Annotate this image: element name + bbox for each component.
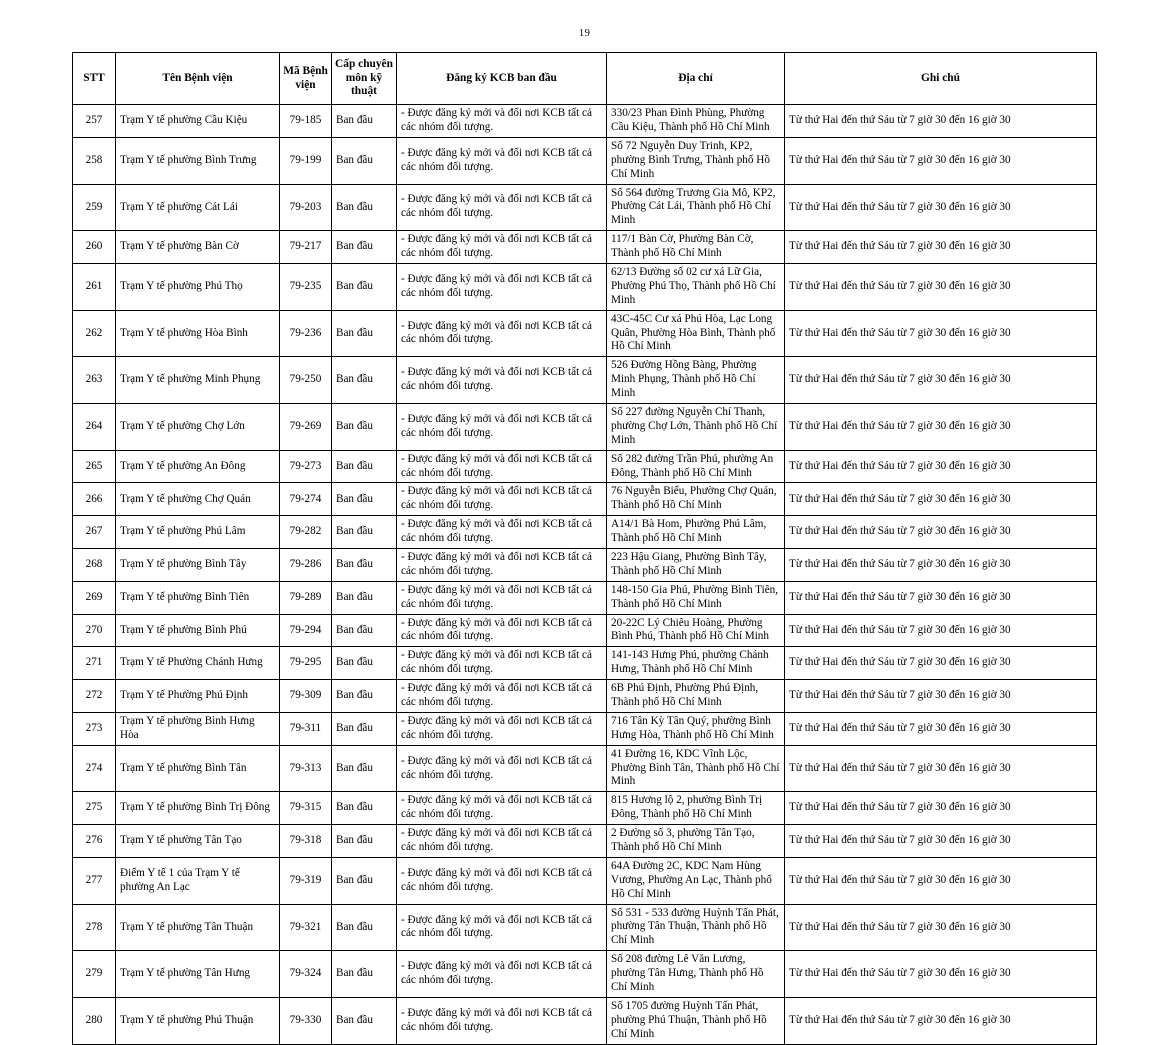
cell-notes: Từ thứ Hai đến thứ Sáu từ 7 giờ 30 đến 16 giờ 30 xyxy=(785,483,1097,516)
cell-technical-level: Ban đầu xyxy=(332,357,397,404)
cell-hospital-name: Trạm Y tế phường Bàn Cờ xyxy=(116,231,280,264)
cell-address: A14/1 Bà Hom, Phường Phú Lâm, Thành phố Hồ Chí Minh xyxy=(607,516,785,549)
cell-initial-registration: - Được đăng ký mới và đổi nơi KCB tất cả các nhóm đối tượng. xyxy=(397,581,607,614)
cell-notes: Từ thứ Hai đến thứ Sáu từ 7 giờ 30 đến 16 giờ 30 xyxy=(785,137,1097,184)
cell-notes: Từ thứ Hai đến thứ Sáu từ 7 giờ 30 đến 16 giờ 30 xyxy=(785,825,1097,858)
cell-initial-registration: - Được đăng ký mới và đổi nơi KCB tất cả các nhóm đối tượng. xyxy=(397,951,607,998)
table-row xyxy=(73,712,1097,745)
table-row xyxy=(73,904,1097,951)
cell-hospital-name: Trạm Y tế phường Tân Tạo xyxy=(116,825,280,858)
cell-address: Số 208 đường Lê Văn Lương, phường Tân Hưng, Thành phố Hồ Chí Minh xyxy=(607,951,785,998)
cell-stt: 260 xyxy=(73,231,116,264)
cell-technical-level: Ban đầu xyxy=(332,951,397,998)
table-body xyxy=(73,105,1097,1045)
table-row xyxy=(73,450,1097,483)
cell-initial-registration: - Được đăng ký mới và đổi nơi KCB tất cả các nhóm đối tượng. xyxy=(397,310,607,357)
cell-hospital-name: Trạm Y tế phường Phú Thuận xyxy=(116,997,280,1044)
cell-hospital-code: 79-318 xyxy=(280,825,332,858)
cell-hospital-name: Trạm Y tế phường Minh Phụng xyxy=(116,357,280,404)
table-row xyxy=(73,105,1097,138)
cell-technical-level: Ban đầu xyxy=(332,581,397,614)
cell-notes: Từ thứ Hai đến thứ Sáu từ 7 giờ 30 đến 16 giờ 30 xyxy=(785,516,1097,549)
table-row xyxy=(73,137,1097,184)
cell-initial-registration: - Được đăng ký mới và đổi nơi KCB tất cả các nhóm đối tượng. xyxy=(397,825,607,858)
cell-initial-registration: - Được đăng ký mới và đổi nơi KCB tất cả các nhóm đối tượng. xyxy=(397,483,607,516)
table-row xyxy=(73,745,1097,792)
cell-address: Số 282 đường Trần Phú, phường An Đông, Thành phố Hồ Chí Minh xyxy=(607,450,785,483)
cell-initial-registration: - Được đăng ký mới và đổi nơi KCB tất cả các nhóm đối tượng. xyxy=(397,712,607,745)
cell-notes: Từ thứ Hai đến thứ Sáu từ 7 giờ 30 đến 16 giờ 30 xyxy=(785,450,1097,483)
cell-hospital-name: Trạm Y tế phường Bình Hưng Hòa xyxy=(116,712,280,745)
cell-stt: 258 xyxy=(73,137,116,184)
cell-hospital-name: Trạm Y tế phường Chợ Lớn xyxy=(116,403,280,450)
cell-hospital-name: Trạm Y tế phường Cát Lái xyxy=(116,184,280,231)
cell-technical-level: Ban đầu xyxy=(332,792,397,825)
cell-notes: Từ thứ Hai đến thứ Sáu từ 7 giờ 30 đến 16 giờ 30 xyxy=(785,712,1097,745)
cell-initial-registration: - Được đăng ký mới và đổi nơi KCB tất cả các nhóm đối tượng. xyxy=(397,904,607,951)
cell-address: 148-150 Gia Phú, Phường Bình Tiên, Thành phố Hồ Chí Minh xyxy=(607,581,785,614)
cell-stt: 261 xyxy=(73,263,116,310)
cell-hospital-code: 79-324 xyxy=(280,951,332,998)
cell-technical-level: Ban đầu xyxy=(332,680,397,713)
cell-technical-level: Ban đầu xyxy=(332,614,397,647)
cell-stt: 268 xyxy=(73,549,116,582)
cell-notes: Từ thứ Hai đến thứ Sáu từ 7 giờ 30 đến 16 giờ 30 xyxy=(785,857,1097,904)
table-row xyxy=(73,581,1097,614)
cell-stt: 266 xyxy=(73,483,116,516)
cell-initial-registration: - Được đăng ký mới và đổi nơi KCB tất cả các nhóm đối tượng. xyxy=(397,647,607,680)
cell-hospital-code: 79-289 xyxy=(280,581,332,614)
cell-notes: Từ thứ Hai đến thứ Sáu từ 7 giờ 30 đến 16 giờ 30 xyxy=(785,680,1097,713)
cell-address: 526 Đường Hồng Bàng, Phường Minh Phụng, Thành phố Hồ Chí Minh xyxy=(607,357,785,404)
cell-hospital-code: 79-217 xyxy=(280,231,332,264)
cell-hospital-name: Trạm Y tế Phường Phú Định xyxy=(116,680,280,713)
cell-initial-registration: - Được đăng ký mới và đổi nơi KCB tất cả các nhóm đối tượng. xyxy=(397,403,607,450)
cell-technical-level: Ban đầu xyxy=(332,825,397,858)
cell-hospital-name: Trạm Y tế phường Bình Trưng xyxy=(116,137,280,184)
cell-hospital-name: Trạm Y tế phường Phú Lâm xyxy=(116,516,280,549)
cell-technical-level: Ban đầu xyxy=(332,997,397,1044)
column-header-hospital-name: Tên Bệnh viện xyxy=(116,53,280,105)
cell-hospital-name: Trạm Y tế phường Bình Tiên xyxy=(116,581,280,614)
cell-hospital-name: Trạm Y tế phường Bình Phú xyxy=(116,614,280,647)
cell-notes: Từ thứ Hai đến thứ Sáu từ 7 giờ 30 đến 16 giờ 30 xyxy=(785,105,1097,138)
table-row xyxy=(73,231,1097,264)
cell-initial-registration: - Được đăng ký mới và đổi nơi KCB tất cả các nhóm đối tượng. xyxy=(397,137,607,184)
cell-technical-level: Ban đầu xyxy=(332,184,397,231)
cell-notes: Từ thứ Hai đến thứ Sáu từ 7 giờ 30 đến 16 giờ 30 xyxy=(785,904,1097,951)
cell-hospital-code: 79-185 xyxy=(280,105,332,138)
cell-technical-level: Ban đầu xyxy=(332,231,397,264)
table-row xyxy=(73,680,1097,713)
cell-address: 20-22C Lý Chiêu Hoàng, Phường Bình Phú, Thành phố Hồ Chí Minh xyxy=(607,614,785,647)
table-row xyxy=(73,857,1097,904)
cell-address: Số 227 đường Nguyễn Chí Thanh, phường Chợ Lớn, Thành phố Hồ Chí Minh xyxy=(607,403,785,450)
cell-technical-level: Ban đầu xyxy=(332,549,397,582)
cell-technical-level: Ban đầu xyxy=(332,403,397,450)
cell-stt: 271 xyxy=(73,647,116,680)
table-row xyxy=(73,184,1097,231)
cell-stt: 277 xyxy=(73,857,116,904)
cell-stt: 275 xyxy=(73,792,116,825)
cell-initial-registration: - Được đăng ký mới và đổi nơi KCB tất cả các nhóm đối tượng. xyxy=(397,997,607,1044)
cell-hospital-code: 79-203 xyxy=(280,184,332,231)
cell-address: 141-143 Hưng Phú, phường Chánh Hưng, Thành phố Hồ Chí Minh xyxy=(607,647,785,680)
table-row xyxy=(73,825,1097,858)
cell-stt: 274 xyxy=(73,745,116,792)
cell-hospital-code: 79-282 xyxy=(280,516,332,549)
cell-notes: Từ thứ Hai đến thứ Sáu từ 7 giờ 30 đến 16 giờ 30 xyxy=(785,614,1097,647)
cell-address: 41 Đường 16, KDC Vĩnh Lộc, Phường Bình Tân, Thành phố Hồ Chí Minh xyxy=(607,745,785,792)
cell-stt: 257 xyxy=(73,105,116,138)
cell-stt: 273 xyxy=(73,712,116,745)
cell-hospital-code: 79-250 xyxy=(280,357,332,404)
cell-technical-level: Ban đầu xyxy=(332,647,397,680)
cell-address: 43C-45C Cư xá Phú Hòa, Lạc Long Quân, Phường Hòa Bình, Thành phố Hồ Chí Minh xyxy=(607,310,785,357)
cell-notes: Từ thứ Hai đến thứ Sáu từ 7 giờ 30 đến 16 giờ 30 xyxy=(785,263,1097,310)
table-row xyxy=(73,516,1097,549)
cell-hospital-name: Trạm Y tế phường Hòa Bình xyxy=(116,310,280,357)
cell-initial-registration: - Được đăng ký mới và đổi nơi KCB tất cả các nhóm đối tượng. xyxy=(397,857,607,904)
table-row xyxy=(73,792,1097,825)
cell-stt: 270 xyxy=(73,614,116,647)
cell-hospital-code: 79-273 xyxy=(280,450,332,483)
cell-address: 716 Tân Kỳ Tân Quý, phường Bình Hưng Hòa, Thành phố Hồ Chí Minh xyxy=(607,712,785,745)
table-row xyxy=(73,951,1097,998)
cell-hospital-code: 79-269 xyxy=(280,403,332,450)
cell-hospital-code: 79-309 xyxy=(280,680,332,713)
cell-address: 64A Đường 2C, KDC Nam Hùng Vương, Phường An Lạc, Thành phố Hồ Chí Minh xyxy=(607,857,785,904)
cell-stt: 259 xyxy=(73,184,116,231)
cell-initial-registration: - Được đăng ký mới và đổi nơi KCB tất cả các nhóm đối tượng. xyxy=(397,549,607,582)
cell-technical-level: Ban đầu xyxy=(332,857,397,904)
cell-technical-level: Ban đầu xyxy=(332,137,397,184)
cell-stt: 267 xyxy=(73,516,116,549)
cell-initial-registration: - Được đăng ký mới và đổi nơi KCB tất cả các nhóm đối tượng. xyxy=(397,357,607,404)
table-row xyxy=(73,647,1097,680)
cell-initial-registration: - Được đăng ký mới và đổi nơi KCB tất cả các nhóm đối tượng. xyxy=(397,105,607,138)
cell-hospital-name: Điểm Y tế 1 của Trạm Y tế phường An Lạc xyxy=(116,857,280,904)
cell-initial-registration: - Được đăng ký mới và đổi nơi KCB tất cả các nhóm đối tượng. xyxy=(397,263,607,310)
cell-stt: 280 xyxy=(73,997,116,1044)
cell-notes: Từ thứ Hai đến thứ Sáu từ 7 giờ 30 đến 16 giờ 30 xyxy=(785,997,1097,1044)
cell-technical-level: Ban đầu xyxy=(332,310,397,357)
table-row xyxy=(73,403,1097,450)
cell-stt: 279 xyxy=(73,951,116,998)
cell-address: 62/13 Đường số 02 cư xá Lữ Gia, Phường Phú Thọ, Thành phố Hồ Chí Minh xyxy=(607,263,785,310)
column-header-notes: Ghi chú xyxy=(785,53,1097,105)
cell-initial-registration: - Được đăng ký mới và đổi nơi KCB tất cả các nhóm đối tượng. xyxy=(397,614,607,647)
cell-stt: 262 xyxy=(73,310,116,357)
cell-hospital-code: 79-199 xyxy=(280,137,332,184)
cell-hospital-code: 79-274 xyxy=(280,483,332,516)
cell-hospital-name: Trạm Y tế phường Bình Trị Đông xyxy=(116,792,280,825)
cell-technical-level: Ban đầu xyxy=(332,263,397,310)
cell-initial-registration: - Được đăng ký mới và đổi nơi KCB tất cả các nhóm đối tượng. xyxy=(397,450,607,483)
table-row xyxy=(73,614,1097,647)
cell-technical-level: Ban đầu xyxy=(332,105,397,138)
registration-table-container xyxy=(72,52,1096,1045)
cell-notes: Từ thứ Hai đến thứ Sáu từ 7 giờ 30 đến 16 giờ 30 xyxy=(785,357,1097,404)
column-header-initial-registration: Đăng ký KCB ban đầu xyxy=(397,53,607,105)
cell-hospital-name: Trạm Y tế phường Bình Tân xyxy=(116,745,280,792)
table-row xyxy=(73,549,1097,582)
cell-notes: Từ thứ Hai đến thứ Sáu từ 7 giờ 30 đến 16 giờ 30 xyxy=(785,792,1097,825)
table-row xyxy=(73,483,1097,516)
cell-hospital-name: Trạm Y tế phường Chợ Quán xyxy=(116,483,280,516)
registration-table xyxy=(72,52,1097,1045)
cell-stt: 263 xyxy=(73,357,116,404)
cell-hospital-name: Trạm Y tế phường Phú Thọ xyxy=(116,263,280,310)
cell-hospital-code: 79-236 xyxy=(280,310,332,357)
cell-initial-registration: - Được đăng ký mới và đổi nơi KCB tất cả các nhóm đối tượng. xyxy=(397,680,607,713)
cell-hospital-code: 79-294 xyxy=(280,614,332,647)
cell-address: 6B Phú Định, Phường Phú Định, Thành phố Hồ Chí Minh xyxy=(607,680,785,713)
cell-hospital-name: Trạm Y tế phường Tân Thuận xyxy=(116,904,280,951)
cell-hospital-name: Trạm Y tế Phường Chánh Hưng xyxy=(116,647,280,680)
cell-hospital-code: 79-319 xyxy=(280,857,332,904)
cell-notes: Từ thứ Hai đến thứ Sáu từ 7 giờ 30 đến 16 giờ 30 xyxy=(785,647,1097,680)
column-header-hospital-code: Mã Bệnh viện xyxy=(280,53,332,105)
cell-notes: Từ thứ Hai đến thứ Sáu từ 7 giờ 30 đến 16 giờ 30 xyxy=(785,951,1097,998)
cell-notes: Từ thứ Hai đến thứ Sáu từ 7 giờ 30 đến 16 giờ 30 xyxy=(785,184,1097,231)
cell-address: 117/1 Bàn Cờ, Phường Bàn Cờ, Thành phố Hồ Chí Minh xyxy=(607,231,785,264)
cell-address: Số 1705 đường Huỳnh Tấn Phát, phường Phú Thuận, Thành phố Hồ Chí Minh xyxy=(607,997,785,1044)
cell-technical-level: Ban đầu xyxy=(332,745,397,792)
column-header-stt: STT xyxy=(73,53,116,105)
table-row xyxy=(73,263,1097,310)
table-header-row xyxy=(73,53,1097,105)
cell-notes: Từ thứ Hai đến thứ Sáu từ 7 giờ 30 đến 16 giờ 30 xyxy=(785,745,1097,792)
cell-hospital-name: Trạm Y tế phường Bình Tây xyxy=(116,549,280,582)
cell-technical-level: Ban đầu xyxy=(332,450,397,483)
cell-address: 76 Nguyễn Biểu, Phường Chợ Quán, Thành phố Hồ Chí Minh xyxy=(607,483,785,516)
table-header xyxy=(73,53,1097,105)
cell-address: 330/23 Phan Đình Phùng, Phường Cầu Kiệu, Thành phố Hồ Chí Minh xyxy=(607,105,785,138)
cell-hospital-code: 79-311 xyxy=(280,712,332,745)
cell-technical-level: Ban đầu xyxy=(332,904,397,951)
cell-address: Số 531 - 533 đường Huỳnh Tấn Phát, phường Tân Thuận, Thành phố Hồ Chí Minh xyxy=(607,904,785,951)
cell-initial-registration: - Được đăng ký mới và đổi nơi KCB tất cả các nhóm đối tượng. xyxy=(397,516,607,549)
cell-notes: Từ thứ Hai đến thứ Sáu từ 7 giờ 30 đến 16 giờ 30 xyxy=(785,403,1097,450)
cell-hospital-code: 79-315 xyxy=(280,792,332,825)
cell-notes: Từ thứ Hai đến thứ Sáu từ 7 giờ 30 đến 16 giờ 30 xyxy=(785,549,1097,582)
cell-address: 2 Đường số 3, phường Tân Tạo, Thành phố Hồ Chí Minh xyxy=(607,825,785,858)
cell-address: 815 Hương lộ 2, phường Bình Trị Đông, Thành phố Hồ Chí Minh xyxy=(607,792,785,825)
cell-stt: 278 xyxy=(73,904,116,951)
cell-technical-level: Ban đầu xyxy=(332,516,397,549)
page-number: 19 xyxy=(578,27,591,39)
cell-initial-registration: - Được đăng ký mới và đổi nơi KCB tất cả các nhóm đối tượng. xyxy=(397,231,607,264)
table-row xyxy=(73,997,1097,1044)
cell-address: Số 564 đường Trương Gia Mô, KP2, Phường Cát Lái, Thành phố Hồ Chí Minh xyxy=(607,184,785,231)
cell-technical-level: Ban đầu xyxy=(332,712,397,745)
table-row xyxy=(73,357,1097,404)
cell-hospital-code: 79-286 xyxy=(280,549,332,582)
table-row xyxy=(73,310,1097,357)
cell-initial-registration: - Được đăng ký mới và đổi nơi KCB tất cả các nhóm đối tượng. xyxy=(397,745,607,792)
cell-stt: 265 xyxy=(73,450,116,483)
column-header-address: Địa chỉ xyxy=(607,53,785,105)
cell-technical-level: Ban đầu xyxy=(332,483,397,516)
cell-hospital-code: 79-330 xyxy=(280,997,332,1044)
cell-hospital-code: 79-313 xyxy=(280,745,332,792)
column-header-technical-level: Cấp chuyên môn kỹ thuật xyxy=(332,53,397,105)
cell-stt: 264 xyxy=(73,403,116,450)
cell-initial-registration: - Được đăng ký mới và đổi nơi KCB tất cả các nhóm đối tượng. xyxy=(397,792,607,825)
cell-hospital-code: 79-321 xyxy=(280,904,332,951)
cell-stt: 272 xyxy=(73,680,116,713)
cell-notes: Từ thứ Hai đến thứ Sáu từ 7 giờ 30 đến 16 giờ 30 xyxy=(785,231,1097,264)
cell-hospital-code: 79-295 xyxy=(280,647,332,680)
cell-hospital-code: 79-235 xyxy=(280,263,332,310)
cell-notes: Từ thứ Hai đến thứ Sáu từ 7 giờ 30 đến 16 giờ 30 xyxy=(785,581,1097,614)
cell-hospital-name: Trạm Y tế phường Tân Hưng xyxy=(116,951,280,998)
cell-address: Số 72 Nguyễn Duy Trinh, KP2, phường Bình Trưng, Thành phố Hồ Chí Minh xyxy=(607,137,785,184)
cell-hospital-name: Trạm Y tế phường Cầu Kiệu xyxy=(116,105,280,138)
cell-hospital-name: Trạm Y tế phường An Đông xyxy=(116,450,280,483)
cell-initial-registration: - Được đăng ký mới và đổi nơi KCB tất cả các nhóm đối tượng. xyxy=(397,184,607,231)
cell-stt: 269 xyxy=(73,581,116,614)
cell-stt: 276 xyxy=(73,825,116,858)
cell-address: 223 Hậu Giang, Phường Bình Tây, Thành phố Hồ Chí Minh xyxy=(607,549,785,582)
cell-notes: Từ thứ Hai đến thứ Sáu từ 7 giờ 30 đến 16 giờ 30 xyxy=(785,310,1097,357)
